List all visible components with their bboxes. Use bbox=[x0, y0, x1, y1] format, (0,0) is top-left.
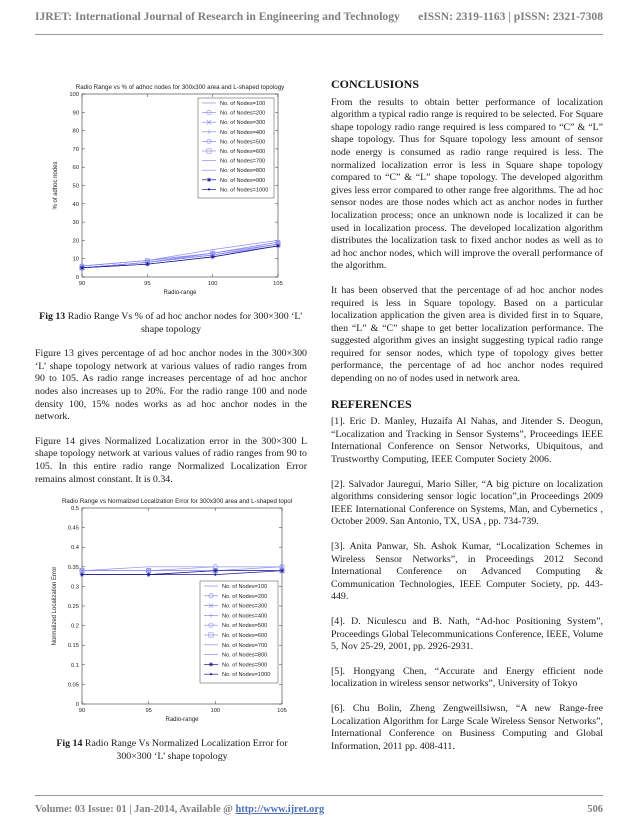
series-line bbox=[82, 242, 278, 266]
y-tick-label: 30 bbox=[72, 220, 79, 227]
y-tick-label: 0.15 bbox=[67, 643, 79, 650]
series-line bbox=[82, 244, 278, 268]
x-tick-label: 95 bbox=[144, 281, 151, 287]
issn-text: eISSN: 2319-1163 | pISSN: 2321-7308 bbox=[418, 10, 603, 23]
series-line bbox=[82, 244, 278, 268]
fig14-caption-text: Radio Range Vs Normalized Localization Error for 300×300 ‘L’ shape topology bbox=[82, 738, 288, 762]
data-point bbox=[146, 263, 148, 265]
fig14-label: Fig 14 bbox=[56, 738, 83, 749]
conclusions-paragraph-1: From the results to obtain better performance of localization algorithm a typical radio range is required to be selected. For Square shape topology radio range required is less compared to “C” & “L” shape topology. Thus for Square topology less amount of sensor node energy is consumed as radio range required is less. The normalized localization error is less in Square shape topology compared to “C” & “L” shape topology. The developed algorithm gives less error compared to other range free algorithms. The ad hoc sensor nodes are those nodes which act as anchor nodes in further localization process; once an unknown node is localized it can be used in localization process. The developed localization algorithm distributes the localization task to fixed anchor nodes as well as to ad hoc anchor nodes, which will improve the overall performance of the algorithm. bbox=[331, 96, 603, 272]
data-point bbox=[277, 245, 279, 247]
y-tick-label: 0 bbox=[75, 702, 79, 708]
legend-label: No. of Nodes=900 bbox=[220, 177, 266, 184]
legend-label: No. of Nodes=500 bbox=[222, 623, 268, 630]
conclusions-paragraph-2: It has been observed that the percentage of ad hoc anchor nodes required is less in Square topology. Based on a particular localization application the given area is divided first in to Square, then “L” & “C” shape to get better localization performance. The suggested algorithm gives an insight suggesting typical radio range required for sensor nodes, which type of topology gives better performance, the percentage of ad hoc anchor nodes required depending on no of nodes used in network area. bbox=[331, 284, 603, 385]
figure-13-caption bbox=[35, 311, 307, 336]
legend-label: No. of Nodes=900 bbox=[222, 662, 268, 669]
series-line bbox=[82, 244, 278, 268]
chart-title: Radio Range vs Normalized Localization Error for 300x300 area and L-shaped topology bbox=[61, 498, 292, 505]
reference-3: [3]. Anita Panwar, Sh. Ashok Kumar, “Localization Schemes in Wireless Sensor Networks”, in Proceedings 2012 Second International Conference on Advanced Computing & Communication Technologies, IEEE Computer Society, pp. 443- 449. bbox=[331, 541, 603, 603]
references-heading: REFERENCES bbox=[331, 396, 412, 411]
x-tick-label: 90 bbox=[78, 708, 86, 714]
legend-label: No. of Nodes=400 bbox=[220, 129, 266, 136]
data-point bbox=[214, 574, 216, 576]
reference-5: [5]. Hongyang Chen, “Accurate and Energy efficient node localization in wireless sensor networks”, University of Tokyo bbox=[331, 665, 603, 690]
legend-label: No. of Nodes=300 bbox=[222, 603, 268, 610]
y-axis-label: Normalized Localization Error bbox=[52, 566, 58, 646]
series-line bbox=[82, 242, 278, 266]
y-tick-label: 40 bbox=[72, 201, 79, 208]
legend-label: No. of Nodes=600 bbox=[220, 149, 266, 155]
page-header bbox=[35, 10, 603, 23]
x-axis-label: Radio-range bbox=[165, 717, 199, 723]
footer-volume: Volume: 03 Issue: 01 | Jan-2014, Available @ bbox=[35, 804, 236, 815]
figure-14-chart bbox=[48, 493, 292, 730]
chart-14-svg bbox=[48, 493, 292, 725]
legend-label: No. of Nodes=700 bbox=[220, 158, 266, 165]
reference-2: [2]. Salvador Jauregui, Mario Siller, “A big picture on localization algorithms considering sensor logic location”,in Proceedings 2009 IEEE International Conference on Systems, Man, and Cybernetics , October 2009. San Antonio, TX, USA , pp. 734-739. bbox=[331, 478, 603, 528]
legend-label: No. of Nodes=600 bbox=[222, 633, 268, 639]
fig13-label: Fig 13 bbox=[39, 311, 66, 322]
y-tick-label: 0.5 bbox=[70, 506, 79, 512]
data-point bbox=[81, 267, 83, 269]
x-tick-label: 100 bbox=[207, 281, 218, 287]
y-tick-label: 0.3 bbox=[70, 584, 79, 591]
page-footer bbox=[35, 804, 603, 815]
right-column bbox=[331, 78, 603, 765]
conclusions-heading: CONCLUSIONS bbox=[331, 77, 420, 91]
y-tick-label: 0.05 bbox=[67, 682, 79, 689]
legend-label: No. of Nodes=1000 bbox=[222, 672, 271, 679]
data-point bbox=[281, 570, 283, 572]
figure-14-caption bbox=[50, 738, 294, 763]
legend-label: No. of Nodes=500 bbox=[220, 139, 266, 146]
x-tick-label: 105 bbox=[277, 708, 287, 714]
reference-6: [6]. Chu Bolin, Zheng Zengweillsiwsn, “A new Range-free Localization Algorithm for Large Scale Wireless Sensor Networks”, International Conference on Business Computing and Global Information, 2011 pp. 408-411. bbox=[331, 702, 603, 752]
legend-marker bbox=[210, 673, 212, 675]
x-tick-label: 100 bbox=[210, 708, 221, 714]
y-tick-label: 90 bbox=[72, 110, 79, 117]
y-tick-label: 0.2 bbox=[70, 623, 79, 630]
legend-label: No. of Nodes=800 bbox=[222, 652, 268, 659]
data-point bbox=[148, 574, 150, 576]
series-line bbox=[82, 240, 278, 266]
chart-13-svg bbox=[48, 82, 288, 297]
legend-label: No. of Nodes=100 bbox=[222, 584, 268, 590]
y-tick-label: 0.35 bbox=[67, 564, 79, 571]
y-tick-label: 10 bbox=[72, 256, 79, 263]
y-tick-label: 0.4 bbox=[70, 545, 79, 552]
y-tick-label: 0 bbox=[75, 275, 79, 281]
y-tick-label: 70 bbox=[72, 146, 79, 153]
header-rule bbox=[35, 34, 603, 35]
paragraph-fig14: Figure 14 gives Normalized Localization error in the 300×300 L shape topology network at various values of radio ranges from 90 to 105. In this entire radio range Normalized Localization Error remains almost constant. It is 0.34. bbox=[35, 435, 307, 485]
legend-marker bbox=[208, 188, 210, 190]
page-number: 506 bbox=[587, 804, 603, 815]
y-tick-label: 20 bbox=[72, 238, 79, 245]
reference-4: [4]. D. Niculescu and B. Nath, “Ad-hoc Positioning System”, Proceedings Global Telecommunications Conference, IEEE, Volume 5, Nov 25-29, 2001, pp. 2926-2931. bbox=[331, 615, 603, 653]
legend-label: No. of Nodes=300 bbox=[220, 120, 266, 127]
y-tick-label: 60 bbox=[72, 165, 79, 172]
figure-13-chart bbox=[48, 82, 288, 302]
x-axis-label: Radio-range bbox=[163, 290, 197, 296]
legend-label: No. of Nodes=200 bbox=[222, 593, 268, 600]
legend-label: No. of Nodes=100 bbox=[220, 101, 266, 107]
legend-label: No. of Nodes=700 bbox=[222, 642, 268, 649]
y-tick-label: 80 bbox=[72, 128, 79, 135]
legend-label: No. of Nodes=200 bbox=[220, 110, 266, 117]
chart-title: Radio Range vs % of adhoc nodes for 300x300 area and L-shaped topology bbox=[75, 84, 285, 91]
y-tick-label: 0.1 bbox=[70, 662, 79, 669]
footer-rule bbox=[35, 795, 603, 796]
left-column-lower bbox=[50, 738, 294, 775]
data-point bbox=[81, 574, 83, 576]
legend-marker bbox=[207, 178, 211, 182]
legend-label: No. of Nodes=800 bbox=[220, 168, 266, 175]
data-point bbox=[212, 256, 214, 258]
y-tick-label: 100 bbox=[69, 92, 79, 98]
y-axis-label: % of adhoc nodes bbox=[53, 161, 59, 210]
y-tick-label: 0.45 bbox=[67, 525, 79, 532]
legend-label: No. of Nodes=400 bbox=[222, 613, 268, 620]
x-tick-label: 105 bbox=[273, 281, 283, 287]
left-column-upper bbox=[35, 311, 307, 498]
x-tick-label: 90 bbox=[78, 281, 86, 287]
paragraph-fig13: Figure 13 gives percentage of ad hoc anchor nodes in the 300×300 ‘L’ shape topology network at various values of radio ranges from 90 to 105. As radio range increases percentage of ad hoc anchor nodes also increases up to 20%. For the radio range 100 and node density 100, 15% nodes works as ad hoc anchor nodes in the network. bbox=[35, 348, 307, 423]
journal-title: IJRET: International Journal of Research in Engineering and Technology bbox=[35, 10, 400, 23]
x-tick-label: 95 bbox=[145, 708, 152, 714]
y-tick-label: 0.25 bbox=[67, 604, 79, 610]
y-tick-label: 50 bbox=[72, 183, 79, 190]
reference-1: [1]. Eric D. Manley, Huzaifa Al Nahas, and Jitender S. Deogun, “Localization and Tracking in Sensor Systems”, Proceedings IEEE International Conference on Sensor Networks, Ubiquitous, and Trustworthy Computing, IEEE Computer Society 2006. bbox=[331, 416, 603, 466]
footer-link[interactable]: http://www.ijret.org bbox=[235, 804, 325, 815]
fig13-caption-text: Radio Range Vs % of ad hoc anchor nodes for 300×300 ‘L’ shape topology bbox=[65, 311, 303, 335]
legend-label: No. of Nodes=1000 bbox=[220, 187, 269, 194]
